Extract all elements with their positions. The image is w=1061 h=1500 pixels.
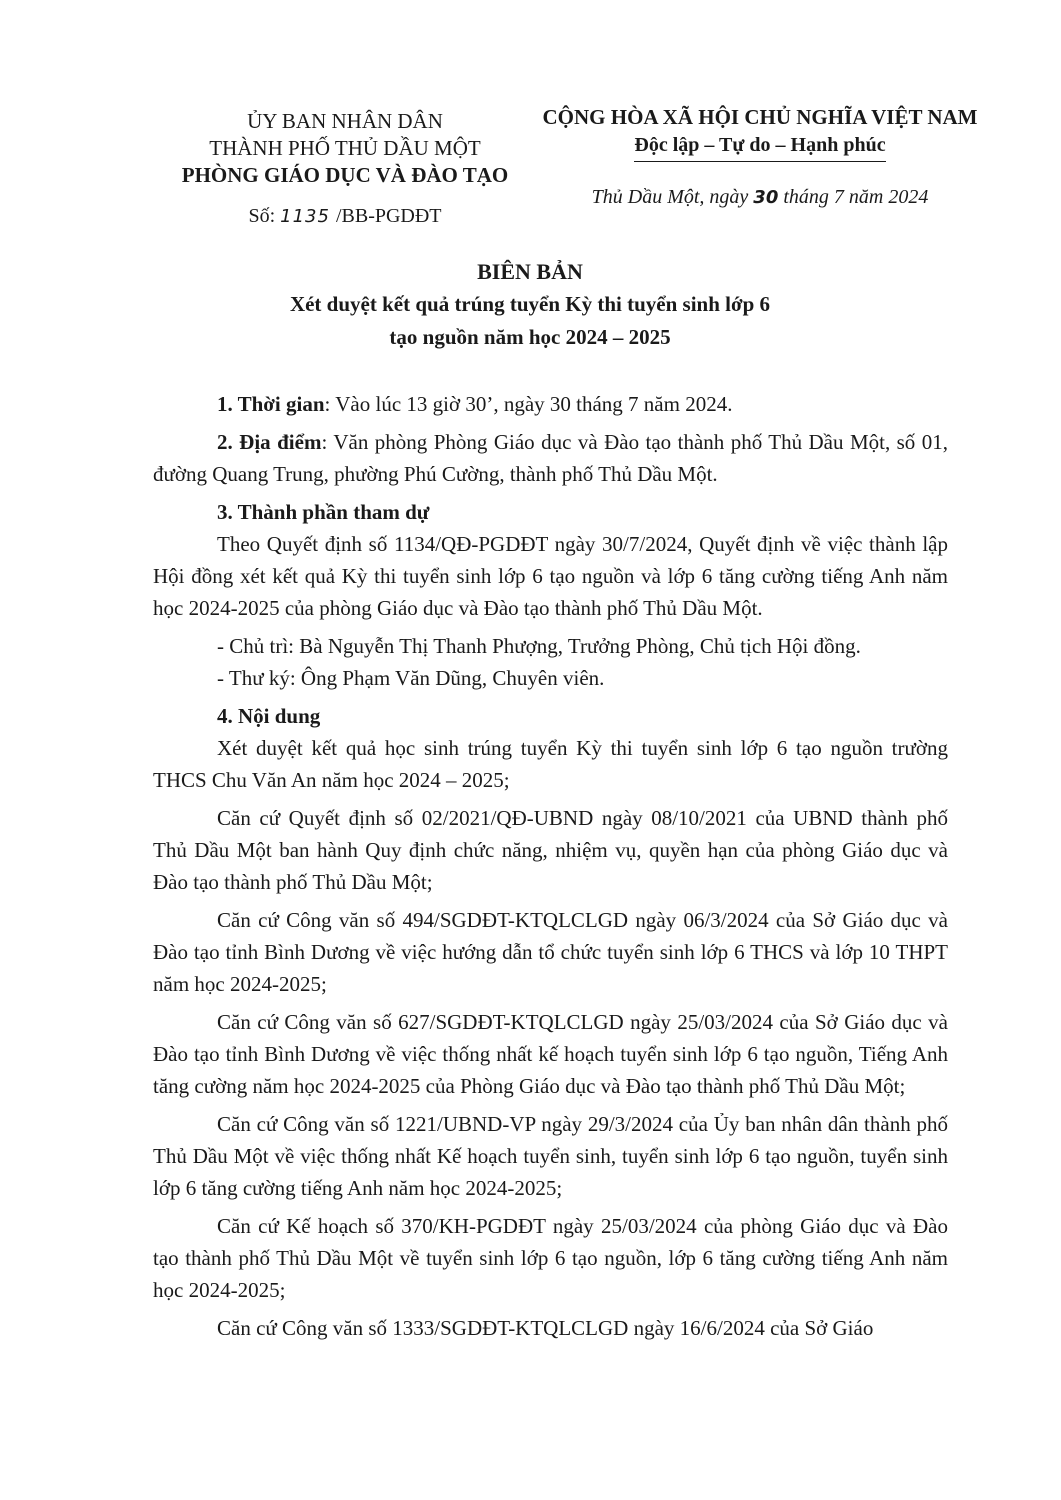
document-type: BIÊN BẢN: [477, 259, 583, 284]
document-number-prefix: Số:: [248, 205, 276, 227]
document-number-handwritten: 1135: [280, 206, 330, 227]
section-content-label: 4. Nội dung: [217, 704, 321, 728]
national-header: [525, 104, 995, 211]
document-number-suffix: /BB-PGDĐT: [335, 205, 442, 227]
document-title: [120, 256, 940, 354]
date-prefix: Thủ Dầu Một, ngày: [591, 186, 749, 208]
participants-decision-paragraph: Theo Quyết định số 1134/QĐ-PGDĐT ngày 30/7/2024, Quyết định về việc thành lập Hội đồng xét kết quả Kỳ thi tuyển sinh lớp 6 tạo nguồn và lớp 6 tăng cường tiếng Anh năm học 2024-2025 của phòng Giáo dục và Đào tạo thành phố Thủ Dầu Một.: [153, 532, 948, 620]
date-suffix: tháng 7 năm 2024: [783, 186, 929, 208]
section-time-label: 1. Thời gian: [217, 392, 325, 416]
section-location-text: : Văn phòng Phòng Giáo dục và Đào tạo thành phố Thủ Dầu Một, số 01, đường Quang Trung, phường Phú Cường, thành phố Thủ Dầu Một.: [153, 430, 948, 486]
document-number: [150, 203, 540, 230]
participants-secretary: - Thư ký: Ông Phạm Văn Dũng, Chuyên viên.: [217, 666, 605, 690]
section-location: [153, 426, 948, 490]
content-paragraph: Căn cứ Kế hoạch số 370/KH-PGDĐT ngày 25/03/2024 của phòng Giáo dục và Đào tạo thành phố Thủ Dầu Một về tuyển sinh lớp 6 tạo nguồn, lớp 6 tăng cường tiếng Anh năm học 2024-2025;: [153, 1214, 948, 1302]
national-title: CỘNG HÒA XÃ HỘI CHỦ NGHĨA VIỆT NAM: [542, 105, 978, 129]
content-paragraph: Căn cứ Công văn số 1221/UBND-VP ngày 29/3/2024 của Ủy ban nhân dân thành phố Thủ Dầu Một về việc thống nhất Kế hoạch tuyển sinh, tuyển sinh lớp 6 tạo nguồn, tuyển sinh lớp 6 tăng cường tiếng Anh năm học 2024-2025;: [153, 1112, 948, 1200]
content-paragraph: Căn cứ Công văn số 1333/SGDĐT-KTQLCLGD ngày 16/6/2024 của Sở Giáo: [217, 1316, 874, 1340]
section-participants-label: 3. Thành phần tham dự: [217, 500, 430, 524]
section-time-text: : Vào lúc 13 giờ 30’, ngày 30 tháng 7 năm 2024.: [324, 392, 733, 416]
national-motto: Độc lập – Tự do – Hạnh phúc: [634, 132, 885, 162]
document-subject-line-2: tạo nguồn năm học 2024 – 2025: [389, 325, 671, 349]
content-paragraph: Căn cứ Quyết định số 02/2021/QĐ-UBND ngày 08/10/2021 của UBND thành phố Thủ Dầu Một ban hành Quy định chức năng, nhiệm vụ, quyền hạn của phòng Giáo dục và Đào tạo thành phố Thủ Dầu Một;: [153, 806, 948, 894]
participants-chair: - Chủ trì: Bà Nguyễn Thị Thanh Phượng, Trưởng Phòng, Chủ tịch Hội đồng.: [217, 634, 861, 658]
authority-line-1: ỦY BAN NHÂN DÂN: [247, 109, 443, 133]
section-participants-heading: [153, 496, 948, 528]
document-subject-line-1: Xét duyệt kết quả trúng tuyển Kỳ thi tuyển sinh lớp 6: [289, 292, 771, 316]
content-paragraph: Xét duyệt kết quả học sinh trúng tuyển Kỳ thi tuyển sinh lớp 6 tạo nguồn trường THCS Chu Văn An năm học 2024 – 2025;: [153, 736, 948, 792]
document-body: [153, 388, 948, 1344]
section-location-label: 2. Địa điểm: [217, 430, 322, 454]
authority-line-3: PHÒNG GIÁO DỤC VÀ ĐÀO TẠO: [181, 163, 509, 187]
authority-line-2: THÀNH PHỐ THỦ DẦU MỘT: [209, 136, 481, 160]
content-paragraph: Căn cứ Công văn số 627/SGDĐT-KTQLCLGD ngày 25/03/2024 của Sở Giáo dục và Đào tạo tỉnh Bình Dương về việc thống nhất kế hoạch tuyển sinh lớp 6 tạo nguồn, Tiếng Anh tăng cường năm học 2024-2025 của Phòng Giáo dục và Đào tạo thành phố Thủ Dầu Một;: [153, 1010, 948, 1098]
issuing-authority-header: [150, 108, 540, 230]
section-time: [153, 388, 948, 420]
content-paragraph: Căn cứ Công văn số 494/SGDĐT-KTQLCLGD ngày 06/3/2024 của Sở Giáo dục và Đào tạo tỉnh Bình Dương về việc hướng dẫn tổ chức tuyển sinh lớp 6 THCS và lớp 10 THPT năm học 2024-2025;: [153, 908, 948, 996]
section-content-heading: [153, 700, 948, 732]
date-day-handwritten: 30: [753, 187, 779, 208]
document-date: [525, 184, 995, 211]
